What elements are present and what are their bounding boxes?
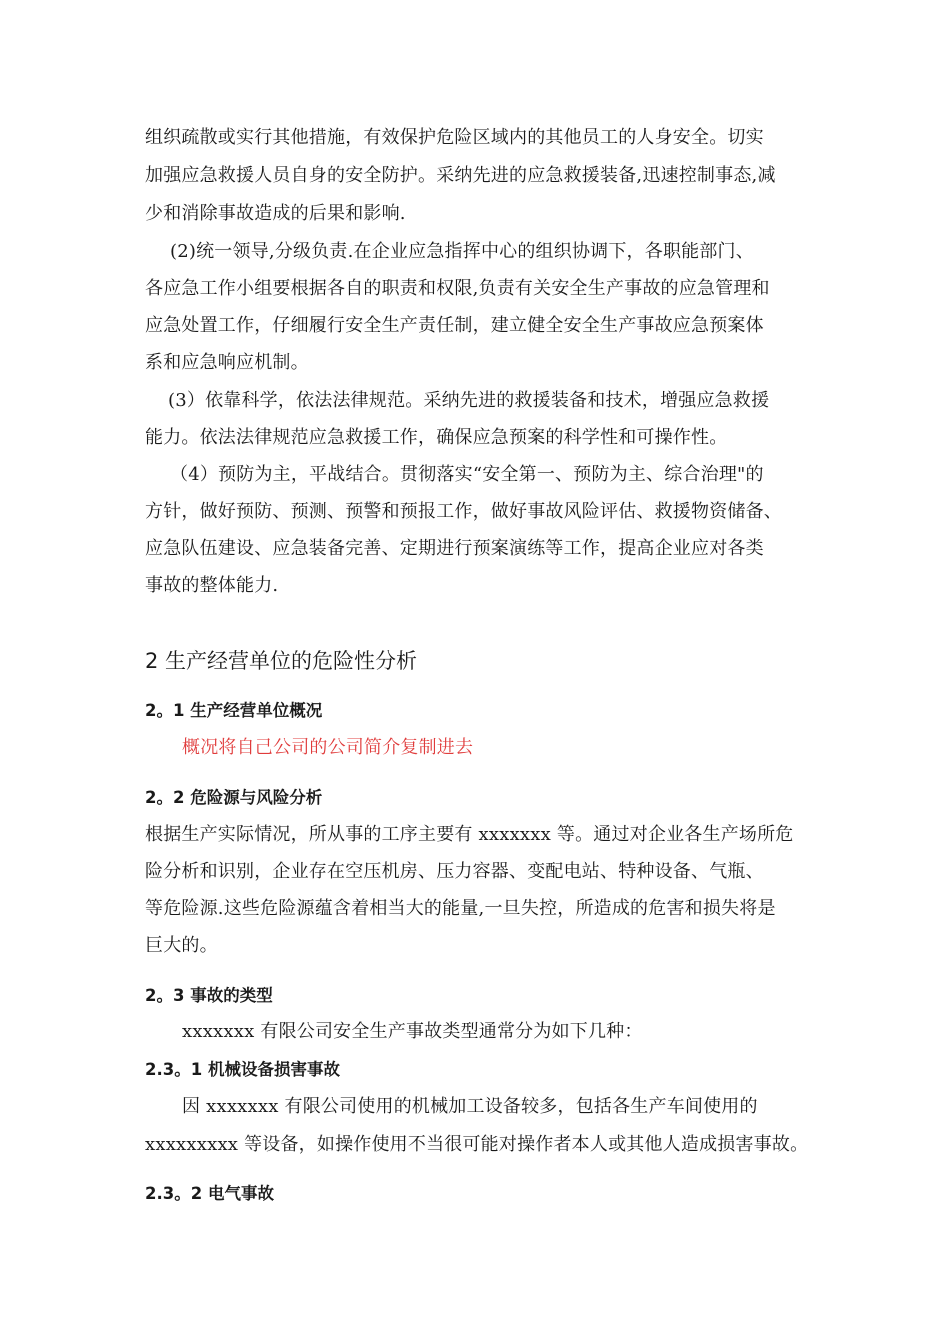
section-2-3-line: xxxxxxx 有限公司安全生产事故类型通常分为如下几种： bbox=[182, 1021, 643, 1042]
principle-4-line-4: 事故的整体能力. bbox=[145, 575, 279, 596]
intro-line-1: 组织疏散或实行其他措施，有效保护危险区域内的其他员工的人身安全。切实 bbox=[145, 127, 764, 148]
principle-4-line-2: 方针，做好预防、预测、预警和预报工作，做好事故风险评估、救援物资储备、 bbox=[145, 501, 782, 522]
section-2-3-2-heading: 2.3。2 电气事故 bbox=[145, 1184, 274, 1203]
intro-line-3: 少和消除事故造成的后果和影响. bbox=[145, 203, 406, 224]
section-2-3-1-line-1: 因 xxxxxxx 有限公司使用的机械加工设备较多，包括各生产车间使用的 bbox=[182, 1096, 758, 1117]
section-2-2-line-1: 根据生产实际情况，所从事的工序主要有 xxxxxxx 等。通过对企业各生产场所危 bbox=[145, 824, 794, 845]
principle-2-line-3: 应急处置工作，仔细履行安全生产责任制，建立健全安全生产事故应急预案体 bbox=[145, 315, 764, 336]
principle-4-line-3: 应急队伍建设、应急装备完善、定期进行预案演练等工作，提高企业应对各类 bbox=[145, 538, 764, 559]
section-2-3-heading: 2。3 事故的类型 bbox=[145, 986, 273, 1005]
section-2-1-note: 概况将自己公司的公司简介复制进去 bbox=[182, 737, 474, 758]
principle-2-line-2: 各应急工作小组要根据各自的职责和权限,负责有关安全生产事故的应急管理和 bbox=[145, 278, 770, 299]
section-2-2-line-3: 等危险源.这些危险源蕴含着相当大的能量,一旦失控，所造成的危害和损失将是 bbox=[145, 898, 776, 919]
section-2-2-line-2: 险分析和识别，企业存在空压机房、压力容器、变配电站、特种设备、气瓶、 bbox=[145, 861, 764, 882]
section-2-3-1-line-2: xxxxxxxxx 等设备，如操作使用不当很可能对操作者本人或其他人造成损害事故。 bbox=[145, 1134, 809, 1155]
section-2-1-heading: 2。1 生产经营单位概况 bbox=[145, 701, 323, 720]
section-2-2-line-4: 巨大的。 bbox=[145, 935, 218, 956]
principle-2-line-4: 系和应急响应机制。 bbox=[145, 352, 309, 373]
principle-3-line-2: 能力。依法法律规范应急救援工作，确保应急预案的科学性和可操作性。 bbox=[145, 427, 728, 448]
principle-2-line-1: (2)统一领导,分级负责.在企业应急指挥中心的组织协调下，各职能部门、 bbox=[170, 241, 754, 262]
principle-4-line-1: （4）预防为主，平战结合。贯彻落实“安全第一、预防为主、综合治理"的 bbox=[170, 464, 764, 485]
intro-line-2: 加强应急救援人员自身的安全防护。采纳先进的应急救援装备,迅速控制事态,减 bbox=[145, 165, 776, 186]
principle-3-line-1: (3）依靠科学，依法法律规范。采纳先进的救援装备和技术，增强应急救援 bbox=[168, 390, 770, 411]
section-2-2-heading: 2。2 危险源与风险分析 bbox=[145, 788, 323, 807]
section-2-3-1-heading: 2.3。1 机械设备损害事故 bbox=[145, 1060, 340, 1079]
section-2-heading: 2 生产经营单位的危险性分析 bbox=[145, 649, 418, 673]
